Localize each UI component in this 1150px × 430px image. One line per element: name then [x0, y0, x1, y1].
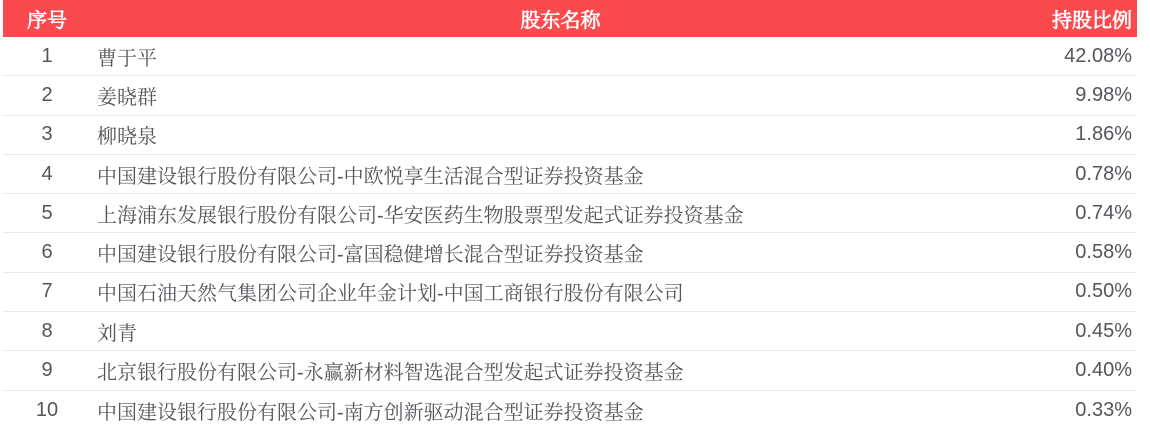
table-row — [3, 391, 1137, 430]
holding-ratio: 0.58% — [1075, 241, 1132, 264]
row-index: 5 — [41, 201, 53, 224]
shareholder-name: 中国石油天然气集团公司企业年金计划-中国工商银行股份有限公司 — [97, 283, 684, 306]
table-row — [3, 351, 1137, 390]
holding-ratio: 0.33% — [1075, 398, 1132, 421]
table-row — [3, 194, 1137, 233]
shareholder-name: 中国建设银行股份有限公司-富国稳健增长混合型证券投资基金 — [97, 244, 644, 267]
holding-ratio: 0.40% — [1075, 359, 1132, 382]
shareholder-name: 姜晓群 — [97, 86, 157, 109]
shareholders-table — [3, 0, 1137, 430]
holding-ratio: 0.50% — [1075, 280, 1132, 303]
row-index: 7 — [41, 280, 53, 303]
shareholder-name: 曹于平 — [97, 47, 157, 70]
table-row — [3, 312, 1137, 351]
row-index: 9 — [41, 359, 53, 382]
table-header-row — [3, 0, 1137, 37]
column-header-shareholder-name: 股东名称 — [520, 10, 601, 32]
holding-ratio: 0.45% — [1075, 319, 1132, 342]
table-row — [3, 155, 1137, 194]
column-header-holding-ratio: 持股比例 — [1052, 10, 1132, 32]
table-row — [3, 116, 1137, 155]
shareholder-name: 中国建设银行股份有限公司-南方创新驱动混合型证券投资基金 — [97, 401, 644, 424]
holding-ratio: 0.78% — [1075, 162, 1132, 185]
holding-ratio: 0.74% — [1075, 201, 1132, 224]
column-header-index: 序号 — [27, 10, 67, 32]
holding-ratio: 9.98% — [1075, 83, 1132, 106]
table-row — [3, 37, 1137, 76]
table-row — [3, 233, 1137, 272]
table-row — [3, 273, 1137, 312]
row-index: 8 — [41, 319, 53, 342]
table-body — [3, 37, 1137, 430]
shareholder-name: 上海浦东发展银行股份有限公司-华安医药生物股票型发起式证券投资基金 — [97, 204, 744, 227]
row-index: 4 — [41, 162, 53, 185]
shareholder-name: 柳晓泉 — [97, 126, 157, 149]
holding-ratio: 42.08% — [1064, 44, 1132, 67]
row-index: 2 — [41, 83, 53, 106]
holding-ratio: 1.86% — [1075, 123, 1132, 146]
shareholder-name: 中国建设银行股份有限公司-中欧悦享生活混合型证券投资基金 — [97, 165, 644, 188]
shareholder-name: 北京银行股份有限公司-永赢新材料智选混合型发起式证券投资基金 — [97, 362, 684, 385]
row-index: 6 — [41, 241, 53, 264]
row-index: 10 — [35, 398, 59, 421]
row-index: 1 — [41, 44, 53, 67]
shareholder-name: 刘青 — [97, 322, 137, 345]
table-row — [3, 76, 1137, 115]
row-index: 3 — [41, 123, 53, 146]
